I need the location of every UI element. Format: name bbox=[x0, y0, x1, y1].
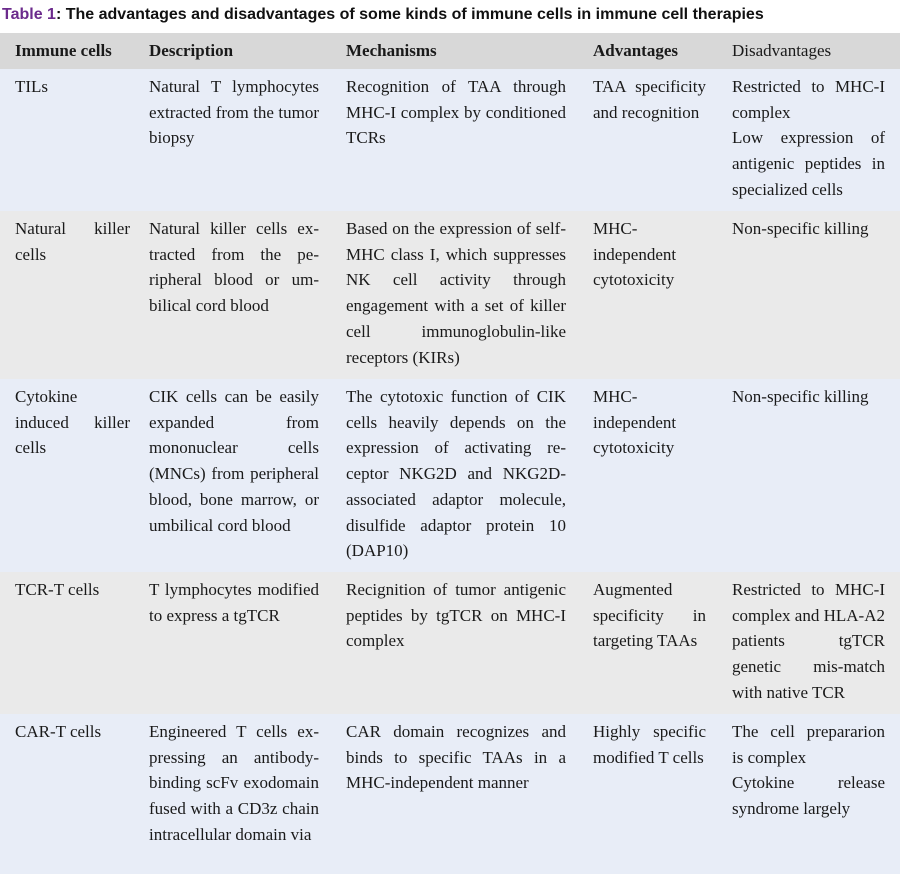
header-advantages: Advantages bbox=[593, 41, 679, 60]
disadvantage-line: Cytokine release syndrome largely bbox=[732, 773, 885, 819]
disadvantage-line: Non-specific killing bbox=[732, 219, 869, 238]
cell-advantages: Highly specific modified T cells bbox=[593, 722, 706, 767]
cell-disadvantages bbox=[732, 379, 885, 410]
table-row bbox=[0, 572, 900, 714]
table-header-row bbox=[0, 33, 900, 69]
cell-advantages: TAA specificity and recognition bbox=[593, 77, 706, 122]
cell-description: Natural T lymphocytes extracted from the tumor biopsy bbox=[149, 77, 319, 148]
table-caption-label: Table 1 bbox=[2, 6, 56, 23]
cell-disadvantages bbox=[732, 69, 885, 203]
disadvantage-line: The cell prepararion is complex bbox=[732, 722, 885, 767]
header-mechanisms: Mechanisms bbox=[346, 41, 437, 60]
table-row bbox=[0, 211, 900, 379]
cell-immune-cells: TILs bbox=[15, 77, 49, 96]
cell-disadvantages bbox=[732, 211, 885, 242]
cell-description: CIK cells can be easily expanded from mononuclear cells (MNCs) from peripheral blood, bone marrow, or umbilical cord blood bbox=[149, 387, 319, 535]
cell-mechanisms: Recognition of TAA through MHC-I complex by conditioned TCRs bbox=[346, 77, 566, 148]
header-disadvantages: Disadvantages bbox=[732, 41, 832, 60]
cell-immune-cells: Cytokine induced killer cells bbox=[15, 387, 130, 458]
cell-advantages: Augmented specificity in targeting TAAs bbox=[593, 580, 706, 651]
cell-disadvantages bbox=[732, 572, 885, 706]
disadvantage-line: Non-specific killing bbox=[732, 387, 869, 406]
cell-description: Natural killer cells extracted from the peripheral blood or umbilical cord blood bbox=[149, 219, 319, 316]
cell-mechanisms: Based on the expression of self-MHC class I, which suppresses NK cell activity through engagement with a set of killer cell immunoglobulin-like receptors (KIRs) bbox=[346, 219, 566, 367]
cell-mechanisms: The cytotoxic function of CIK cells heavily depends on the expression of activating receptor NKG2D and NKG2D-associated adaptor molecule, disulfide adaptor protein 10 (DAP10) bbox=[346, 387, 566, 561]
table-row bbox=[0, 714, 900, 874]
cell-mechanisms: Recignition of tumor antigenic peptides by tgTCR on MHC-I complex bbox=[346, 580, 566, 651]
table-caption bbox=[2, 4, 898, 26]
cell-immune-cells: CAR-T cells bbox=[15, 722, 102, 741]
header-description: Description bbox=[149, 41, 234, 60]
cell-mechanisms: CAR domain recognizes and binds to specific TAAs in a MHC-independent manner bbox=[346, 722, 566, 793]
cell-description: Engineered T cells expressing an antibody-binding scFv exodomain fused with a CD3z chain intracellular domain via bbox=[149, 722, 319, 844]
table-row bbox=[0, 69, 900, 211]
disadvantage-line: Restricted to MHC-I complex bbox=[732, 77, 885, 122]
table-caption-text: : The advantages and disadvantages of some kinds of immune cells in immune cell therapies bbox=[55, 6, 764, 23]
cell-advantages: MHC-independent cytotoxicity bbox=[593, 387, 677, 458]
disadvantage-line: Low expression of antigenic peptides in specialized cells bbox=[732, 128, 885, 199]
cell-advantages: MHC-independent cytotoxicity bbox=[593, 219, 677, 290]
disadvantage-line: Restricted to MHC-I complex and HLA-A2 patients tgTCR genetic mis-match with native TCR bbox=[732, 580, 885, 702]
cell-immune-cells: Natural killer cells bbox=[15, 219, 130, 264]
cell-description: T lymphocytes modified to express a tgTCR bbox=[149, 580, 319, 625]
cell-immune-cells: TCR-T cells bbox=[15, 580, 100, 599]
cell-disadvantages bbox=[732, 714, 885, 822]
table-row bbox=[0, 379, 900, 572]
header-immune-cells: Immune cells bbox=[15, 41, 112, 60]
